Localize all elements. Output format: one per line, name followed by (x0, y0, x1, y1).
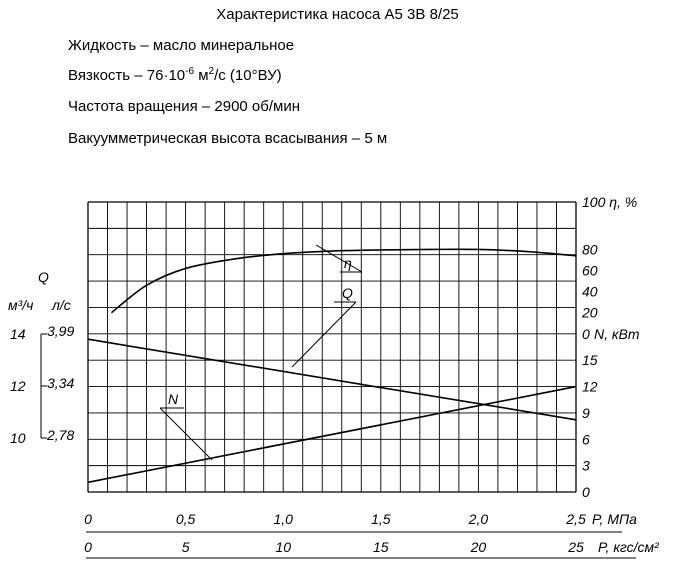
eta-tick-label: 60 (582, 262, 598, 279)
pressure-mpa-tick: 1,5 (371, 511, 391, 527)
power-tick-label: 9 (582, 404, 590, 421)
efficiency-series-label: η (344, 255, 352, 271)
pressure-kgf-tick: 5 (181, 539, 190, 555)
power-tick-label: 0 (582, 484, 590, 500)
flow-m3h-tick-label: 10 (10, 430, 26, 446)
pressure-mpa-tick: 0 (84, 511, 92, 527)
pressure-kgf-axis-label: P, кгс/см² (598, 539, 659, 555)
flow-m3h-tick-label: 12 (10, 378, 26, 394)
flow-ls-tick-label: 2,78 (47, 427, 75, 443)
speed-line: Частота вращения – 2900 об/мин (68, 98, 301, 115)
power-curve (88, 387, 576, 483)
pressure-mpa-tick: 2,0 (468, 511, 489, 527)
chart-title: Характеристика насоса А5 3В 8/25 (216, 6, 459, 23)
power-tick-label: 15 (582, 352, 598, 369)
pressure-mpa-tick: 0,5 (175, 511, 196, 527)
power-tick-label: 3 (582, 457, 590, 474)
pressure-kgf-tick: 20 (470, 539, 487, 555)
pressure-kgf-tick: 25 (568, 539, 584, 555)
power-tick-label: 12 (582, 378, 598, 395)
suction-line: Вакуумметрическая высота всасывания – 5 м (68, 130, 388, 147)
flow-unit-m3h: м³/ч (8, 297, 34, 313)
eta-tick-label: 20 (582, 304, 598, 321)
pressure-kgf-tick: 0 (84, 539, 92, 555)
viscosity-prefix: Вязкость – 76·10 (68, 67, 186, 84)
flow-unit-ls: л/с (52, 297, 71, 313)
power-series-label: N (168, 391, 179, 407)
eta-tick-label: 40 (582, 283, 598, 300)
flow-leader-line (292, 302, 356, 367)
pressure-mpa-tick: 1,0 (273, 511, 293, 527)
power-axis-label: N, кВт (594, 325, 640, 342)
flow-m3h-tick-label: 14 (10, 326, 26, 342)
flow-series-label: Q (342, 285, 353, 301)
viscosity-suffix: /с (10°ВУ) (214, 67, 282, 84)
efficiency-leader-line (316, 245, 362, 272)
pressure-kgf-tick: 15 (373, 539, 389, 555)
viscosity-mid: м (194, 67, 209, 84)
flow-ls-tick-label: 3,34 (47, 375, 75, 391)
eta-axis-label: 100 η, % (582, 194, 638, 210)
pressure-kgf-tick: 10 (275, 539, 291, 555)
pressure-mpa-tick: 2,5 (566, 511, 586, 527)
pressure-mpa-axis-label: P, МПа (592, 511, 637, 527)
eta-tick-label: 0 (582, 325, 590, 342)
eta-tick-label: 80 (582, 241, 598, 258)
viscosity-exp2: 2 (208, 66, 215, 77)
fluid-line: Жидкость – масло минеральное (68, 37, 295, 54)
power-tick-label: 6 (582, 431, 590, 448)
viscosity-exp1: -6 (185, 66, 195, 77)
flow-axis-title: Q (38, 269, 49, 285)
flow-ls-tick-label: 3,99 (47, 323, 75, 339)
